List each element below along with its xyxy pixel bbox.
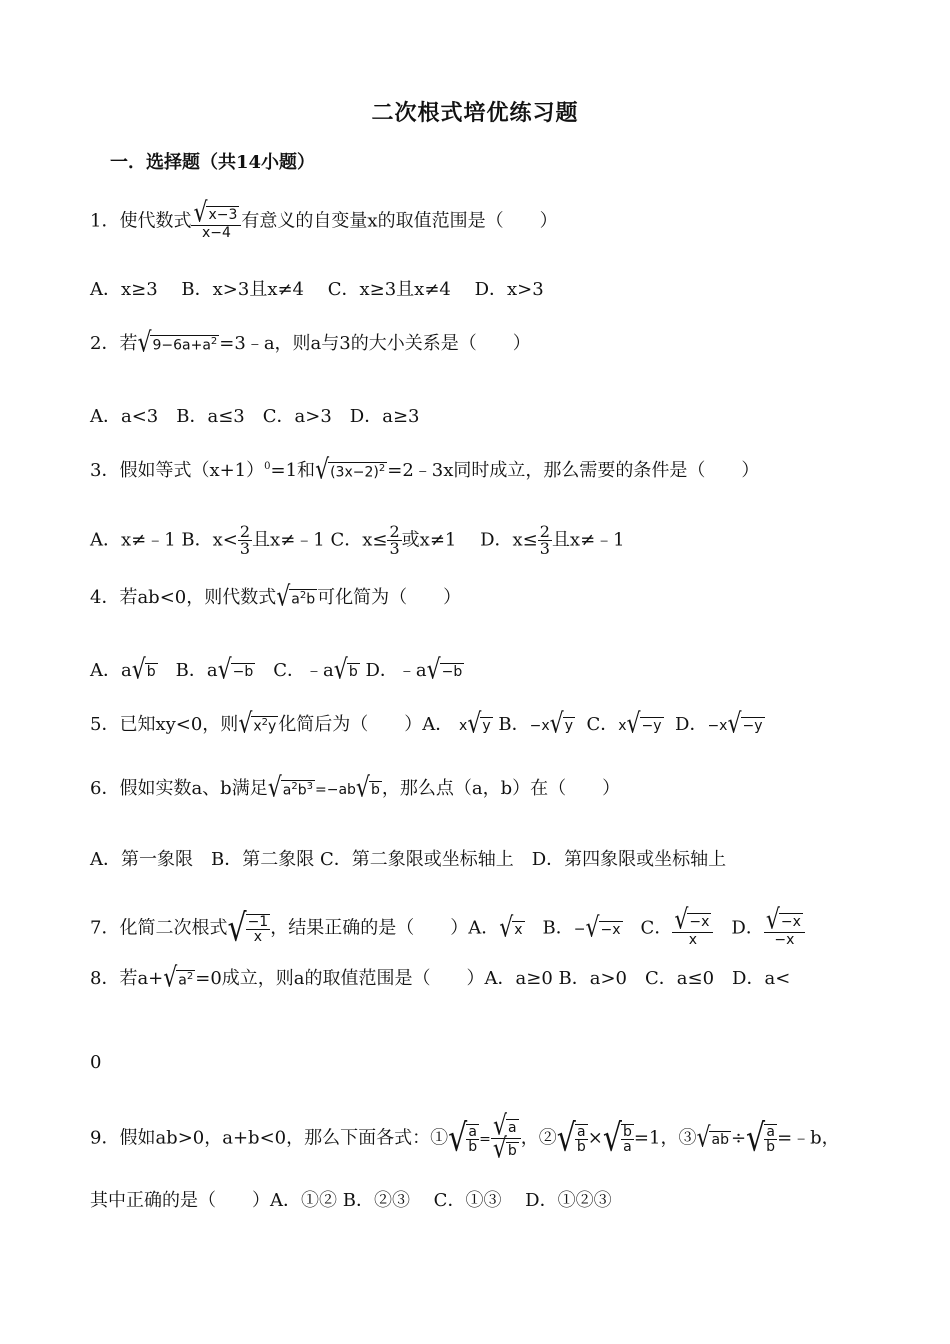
question-8: 8．若$a+√a^2 =0$成立，则a的取值范围是（ ）A．a≥0 B．a>0 C．a≤0 D．a< xyxy=(90,962,791,994)
question-3: 3．假如等式$(x+1)^0=1$和$√(3x-2)^2$ =2﹣3x同时成立，那么需要的条件是（ ） xyxy=(90,454,760,486)
page-title: 二次根式培优练习题 xyxy=(371,100,579,126)
question-6: 6．假如实数a、b满足$√a^2b^3 =-ab√b$ ，那么点（a，b）在（ ） xyxy=(90,772,621,804)
question-7: 7．化简二次根式√ $\frac{-1}{x}$ ，结果正确的是（ ）A．√x B．−√−x C． $\frac{√-x}{x}$ D． $\frac{√-x}{-x}$ xyxy=(90,910,805,947)
question-1: 1．使代数式 $\frac{√x-3}{x-4}$ 有意义的自变量x的取值范围是（ ） xyxy=(90,197,558,241)
radical: $√9-6a+a^2$ xyxy=(137,327,218,359)
question-3-options: A．x≠﹣1 B．x< $\frac{2}{3}$ 且x≠﹣1 C．x≤ $\frac{2}{3}$ 或x≠1 D．x≤ $\frac{2}{3}$ 且x≠﹣1 xyxy=(90,522,625,558)
fraction: $\frac{√x-3}{x-4}$ xyxy=(191,203,241,240)
question-5: 5．已知xy<0，则$√x^2y$ 化简后为（ ）A． x√y B．−x√y C．x√−y D．−x√−y xyxy=(90,708,763,740)
radical: $√a^2b$ xyxy=(276,581,316,613)
question-4: 4．若ab<0，则代数式$√a^2b$ 可化简为（ ） xyxy=(90,581,462,613)
question-9: 9．假如ab>0，a+b<0，那么下面各式：①√ $\frac{a}{b}$ = $\frac{√a}{√b}$ ，②√ $\frac{a}{b}$ ×√ $\frac{b}{a}$ =1，③√ab ÷√ $\frac{a}{b}$ =﹣b， xyxy=(90,1110,840,1165)
question-6-options: A．第一象限 B．第二象限 C．第二象限或坐标轴上 D．第四象限或坐标轴上 xyxy=(90,849,727,870)
question-1-options: A．x≥3 B．x>3且x≠4 C．x≥3且x≠4 D．x>3 xyxy=(90,279,544,300)
question-9-options: 其中正确的是（ ）A．①② B．②③ C．①③ D．①②③ xyxy=(90,1190,612,1211)
question-2: 2．若$√9-6a+a^2$ =3﹣a，则a与3的大小关系是（ ） xyxy=(90,327,531,359)
question-8-continued: 0 xyxy=(90,1052,102,1073)
question-2-options: A．a<3 B．a≤3 C．a>3 D．a≥3 xyxy=(90,406,420,427)
question-4-options: A．a√b B．a√−b C．﹣a√b D．﹣a√−b xyxy=(90,654,463,686)
section-heading: 一．选择题（共14小题） xyxy=(110,152,316,173)
radical: $√(3x-2)^2$ xyxy=(315,454,386,486)
